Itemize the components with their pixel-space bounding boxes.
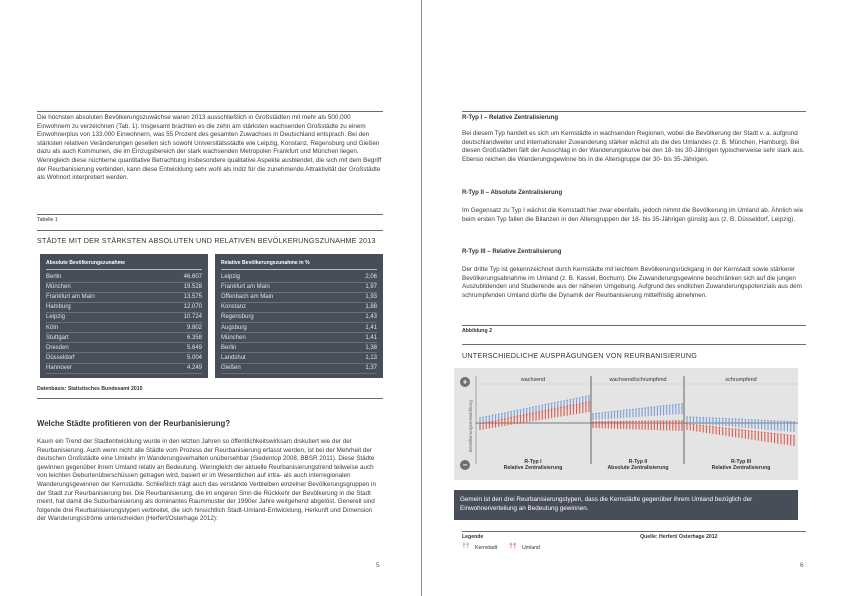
column-type-1: R-Typ I (524, 459, 542, 465)
umland-figure (666, 420, 668, 430)
table_relative-row (221, 335, 377, 343)
umland-figure (774, 433, 776, 443)
umland-figure (741, 429, 743, 438)
umland-figure (623, 421, 625, 429)
umland-figure (709, 426, 711, 434)
table_absolute-row (46, 314, 202, 322)
kernstadt-figure (678, 403, 680, 414)
kernstadt-figure (767, 420, 769, 430)
table_relative-value: 1,41 (365, 334, 377, 341)
table_relative-city: Frankfurt am Main (221, 284, 270, 291)
umland-figure (635, 421, 637, 430)
table_absolute-city: Hannover (46, 364, 73, 371)
umland-figure (748, 430, 750, 439)
umland-figure (689, 423, 691, 430)
umland-figure (604, 421, 606, 428)
summary-banner: Gemein ist den drei Reurbanisierungstypen, dass die Kernstädte gegenüber ihrem Umland bezüglich der Einwohnerverteilung an Bedeutung gewinnen. (454, 490, 798, 520)
umland-figure (551, 409, 553, 419)
umland-figure (526, 414, 528, 423)
type1-text: Bei diesem Typ handelt es sich um Kernstädte in wachsenden Regionen, wobei die Bevölkerung der Stadt v. a. aufgrund deutschlandweiter und internationaler Zuwanderung stärker wächst als die des Umlandes (z. B. München, Hamburg). Bei diesen Großstädten fällt der Ausschlag in der Wanderungskurve bei den 18- bis 30-Jährigen typischerweise sehr stark aus. Ebenso reichen die Wanderungsgewinne bis in die Altersgruppe der 30- bis 35-Jährigen. (462, 130, 805, 163)
table_absolute-value: 5.004 (186, 354, 202, 361)
people-figures (479, 395, 795, 446)
kernstadt-figure (598, 412, 600, 419)
table_absolute-city: Leipzig (46, 314, 66, 321)
type2-text: Im Gegensatz zu Typ I wächst die Kernstadt hier zwar ebenfalls, jedoch nimmt die Bevölkerung im Umland ab. Ähnlich wie beim ersten Typ fallen die Bilanzen in den Altersgruppen der 18- bis 35-Jährigen günstig aus (z. B. Düsseldorf, Leipzig). (462, 207, 804, 223)
umland-figure (653, 420, 655, 430)
umland-figure (712, 426, 714, 434)
table_relative-city: Leipzig (221, 274, 241, 280)
minus-symbol: − (462, 460, 468, 470)
table_absolute-value: 12.070 (183, 304, 202, 311)
column-header-1: wachsend (520, 377, 546, 383)
table_absolute-row (46, 355, 202, 363)
umland-figure (492, 421, 494, 428)
kernstadt-figure (787, 421, 789, 432)
kernstadt-figure (626, 409, 628, 417)
umland-figure (545, 410, 547, 419)
row-divider (221, 363, 377, 364)
umland-figure (573, 404, 575, 414)
kernstadt-figure (629, 409, 631, 418)
kernstadt-figure (601, 412, 603, 419)
kernstadt-figure (592, 413, 594, 420)
umland-figure (715, 426, 717, 434)
kernstadt-figure (725, 418, 727, 426)
table_absolute-city: Stuttgart (46, 334, 69, 341)
umland-figure (706, 425, 708, 433)
umland-figure (678, 420, 680, 431)
kernstadt-figure (681, 403, 683, 414)
umland-figure (764, 432, 766, 442)
table_absolute-city: Köln (46, 324, 59, 331)
umland-figure (614, 421, 616, 429)
kernstadt-figure (647, 407, 649, 416)
kernstadt-figure (617, 410, 619, 418)
kernstadt-legend-icon: †† (462, 543, 470, 550)
table_absolute-value: 5.649 (186, 344, 202, 351)
row-divider (221, 292, 377, 293)
table-relative-header: Relative Bevölkerungszunahme in % (221, 260, 310, 266)
umland-figure (735, 429, 737, 438)
umland-figure (644, 421, 646, 430)
row-divider (221, 322, 377, 323)
type3-text: Der dritte Typ ist gekennzeichnet durch Kernstädte mit leichtem Bevölkerungsrückgang in der Kernstadt sowie stärkerer Bevölkerungsabnahme im Umland (z. B. Kassel, Bochum). Die Zuwanderungsgewinne beschränken sich auf die jungen Auszubildenden und Studierende aus der näheren Umgebung. Aufgrund des endlichen Zuwanderungspotenzials aus dem schrumpfenden Umland dürfte die Dynamik der Reurbanisierung mittelfristig abnehmen. (462, 266, 802, 299)
kernstadt-figure (719, 418, 721, 426)
table_relative-row (221, 314, 377, 322)
intro-paragraph: Die höchsten absoluten Bevölkerungszuwächse waren 2013 ausschließlich in Großstädten mit mehr als 500.000 Einwohnern zu verzeichnen (Tab. 1). Insgesamt brachten es die zehn am stärksten wachsenden Großstädte zu einem Einwohnerplus von 133.000 Einwohnern, was 55 Prozent des gesamten Zuwachses in Deutschland entsprach. Bei den stärksten relativen Veränderungen gesellen sich sowohl Universitätsstädte wie Leipzig, Konstanz, Regensburg und Gießen dazu als auch Kommunen, die im Einzugsbereich der stark wachsenden Metropolen Frankfurt und München liegen. Wenngleich diese nüchterne quantitative Betrachtung insbesondere qualitative Aspekte ausblendet, die sich mit dem Begriff der Reurbanisierung verbinden, kann diese Entwicklung sehr wohl als Indiz für die zunehmende Attraktivität der Großstädte als Wohnort interpretiert werden. (37, 114, 382, 182)
umland-figure (751, 430, 753, 439)
umland-figure (523, 414, 525, 423)
table_absolute-row (46, 365, 202, 373)
table_relative-value: 1,41 (365, 324, 377, 331)
table_relative-city: Augsburg (221, 324, 247, 331)
table_relative-row (221, 294, 377, 302)
table_absolute-row (46, 335, 202, 343)
umland-figure (754, 431, 756, 440)
kernstadt-figure (728, 418, 730, 426)
table_relative-city: Gießen (221, 364, 241, 371)
kernstadt-figure (653, 406, 655, 416)
umland-figure (598, 421, 600, 428)
table_relative-row (221, 355, 377, 363)
kernstadt-figure (635, 408, 637, 417)
row-divider (46, 373, 202, 374)
kernstadt-figure (675, 404, 677, 415)
reurbanization-diagram (454, 368, 798, 480)
kernstadt-figure (595, 413, 597, 420)
kernstadt-figure (783, 421, 785, 432)
table_relative-row (221, 365, 377, 373)
figure-title-rule (462, 344, 806, 345)
table_relative-value: 2,06 (365, 274, 377, 280)
umland-figure (617, 421, 619, 429)
umland-figure (686, 423, 688, 430)
table_relative-value: 1,88 (365, 304, 377, 311)
umland-figure (554, 408, 556, 418)
table_absolute-value: 4.249 (186, 364, 202, 371)
figure-source: Quelle: Herfert/ Osterhage 2012 (640, 534, 718, 540)
kernstadt-figure (614, 411, 616, 419)
table_absolute-city: Berlin (46, 274, 62, 280)
umland-figure (585, 402, 587, 413)
kernstadt-figure (666, 405, 668, 415)
kernstadt-figure (686, 416, 688, 423)
umland-figure (744, 430, 746, 439)
kernstadt-figure (693, 416, 695, 423)
kernstadt-figure (764, 420, 766, 430)
kernstadt-figure (780, 420, 782, 430)
type2-heading: R-Typ II – Absolute Zentralisierung (462, 189, 563, 196)
page-number-right: 6 (800, 562, 804, 569)
table_absolute-city: Düsseldorf (46, 354, 75, 361)
figure-label: Abbildung 2 (462, 328, 492, 334)
umland-figure (607, 421, 609, 429)
umland-figure (560, 407, 562, 417)
table-label: Tabelle 1 (37, 217, 58, 223)
column-type-3: R-Typ III (730, 459, 752, 465)
umland-legend-icon: †† (509, 543, 517, 550)
legend-kernstadt-label: Kernstadt (475, 545, 498, 551)
table_relative-city: Regensburg (221, 314, 254, 321)
section-rule (37, 398, 383, 399)
type3-heading: R-Typ III – Relative Zentralisierung (462, 248, 562, 255)
kernstadt-figure (777, 420, 779, 430)
row-divider (46, 332, 202, 333)
umland-figure (557, 407, 559, 417)
table_absolute-value: 9.802 (186, 324, 202, 331)
figure-label-rule (462, 325, 806, 326)
umland-figure (793, 435, 795, 446)
kernstadt-figure (641, 408, 643, 417)
table_relative-row (221, 274, 377, 282)
table-header-rule (221, 269, 377, 270)
umland-figure (728, 428, 730, 436)
umland-figure (495, 420, 497, 427)
umland-figure (669, 420, 671, 430)
kernstadt-figure (623, 410, 625, 418)
table_relative-row (221, 284, 377, 292)
legend-umland-label: Umland (522, 545, 540, 551)
legend-rule (462, 531, 806, 532)
kernstadt-figure (650, 407, 652, 417)
umland-figure (783, 434, 785, 445)
umland-figure (777, 433, 779, 443)
umland-figure (657, 420, 659, 430)
umland-figure (576, 404, 578, 414)
table_absolute-row (46, 274, 202, 282)
umland-figure (569, 405, 571, 415)
table_relative-value: 1,13 (365, 354, 377, 361)
row-divider (221, 302, 377, 303)
umland-figure (761, 431, 763, 441)
column-type-2: R-Typ II (628, 459, 648, 465)
table_absolute-value: 46.607 (183, 274, 202, 280)
umland-figure (767, 432, 769, 442)
column-subtitle-3: Relative Zentralisierung (711, 465, 771, 471)
umland-figure (647, 420, 649, 429)
table_absolute-city: München (46, 284, 71, 291)
table_relative-row (221, 325, 377, 333)
umland-figure (702, 425, 704, 433)
kernstadt-figure (754, 419, 756, 428)
umland-figure (731, 428, 733, 437)
table_relative-value: 1,93 (365, 294, 377, 301)
umland-figure (693, 424, 695, 431)
section-paragraph: Kaum ein Trend der Stadtentwicklung wurde in den letzten Jahren so öffentlichkeitswirksam diskutiert wie der der Reurbanisierung. Auch wenn nicht alle Städte vom Prozess der Reurbanisierung erfasst werden, ist bei der Mehrheit der deutschen Großstädte eine Umkehr im Wanderungsverhalten unübersehbar (Siedentop 2008, BBSR 2011). Diese Städte gewinnen gegenüber ihrem Umland relativ an Bedeutung. Wenngleich der aktuelle Reurbanisierungstrend teilweise auch von leichten Geburtenüberschüssen getragen wird, basiert er im Wesentlichen auf intra- als auch interregionalen Wanderungsgewinnen der Kernstädte. Schließlich trägt auch das verstärkte Verbleiben einzelner Bevölkerungsgruppen in der Stadt zur Reurbanisierung bei. Die Reurbanisierung, die im engeren Sinn die Rückkehr der Bevölkerung in die Stadt meint, hat damit die Suburbanisierung als dominantes Raummuster der 1990er Jahre weitgehend abgelöst. Generell sind folgende drei Reurbanisierungstypen verbreitet, die sich hinsichtlich Stadt-Umland-Entwicklung, Herkunft und Dimension der Wanderungsströme unterscheiden (Herfert/Osterhage 2012): (37, 438, 376, 523)
umland-figure (675, 420, 677, 431)
table_absolute-value: 10.724 (183, 314, 202, 321)
umland-figure (672, 420, 674, 430)
table_absolute-city: Frankfurt am Main (46, 294, 95, 301)
row-divider (46, 342, 202, 343)
umland-figure (566, 406, 568, 416)
kernstadt-figure (663, 405, 665, 415)
kernstadt-figure (638, 408, 640, 417)
legend-label: Legende (462, 534, 484, 540)
umland-figure (563, 406, 565, 416)
table-title: STÄDTE MIT DER STÄRKSTEN ABSOLUTEN UND RELATIVEN BEVÖLKERUNGSZUNAHME 2013 (37, 236, 376, 245)
kernstadt-figure (541, 405, 543, 414)
umland-figure (719, 427, 721, 435)
umland-figure (725, 427, 727, 435)
kernstadt-figure (748, 419, 750, 428)
table_absolute-row (46, 345, 202, 353)
umland-figure (510, 417, 512, 425)
umland-figure (582, 402, 584, 413)
table_relative-city: Landshut (221, 354, 246, 361)
table-absolute (40, 254, 208, 378)
row-divider (46, 363, 202, 364)
row-divider (221, 332, 377, 333)
table-header-rule (46, 269, 202, 270)
table_relative-row (221, 304, 377, 312)
column-header-2: wachsend/schrumpfend (609, 377, 667, 383)
row-divider (221, 312, 377, 313)
table_relative-value: 1,43 (365, 314, 377, 321)
umland-figure (482, 422, 484, 429)
table_absolute-row (46, 325, 202, 333)
kernstadt-figure (774, 420, 776, 430)
row-divider (46, 322, 202, 323)
section-heading: Welche Städte profitieren von der Reurbanisierung? (37, 419, 231, 428)
umland-figure (479, 423, 481, 430)
umland-figure (501, 419, 503, 427)
row-divider (46, 352, 202, 353)
umland-figure (504, 418, 506, 426)
table_relative-city: München (221, 334, 246, 341)
umland-figure (485, 422, 487, 429)
diagram-axis-label: Bevölkerungsentwicklung (468, 400, 473, 452)
kernstadt-figure (669, 404, 671, 414)
kernstadt-figure (604, 412, 606, 419)
kernstadt-figure (712, 417, 714, 425)
umland-figure (595, 421, 597, 428)
row-divider (46, 302, 202, 303)
figure-title: UNTERSCHIEDLICHE AUSPRÄGUNGEN VON REURBANISIERUNG (462, 351, 698, 360)
umland-figure (696, 424, 698, 431)
umland-figure (601, 421, 603, 428)
umland-figure (538, 411, 540, 420)
kernstadt-figure (689, 416, 691, 423)
umland-figure (787, 434, 789, 445)
table_absolute-city: Dresden (46, 344, 69, 351)
kernstadt-figure (751, 419, 753, 428)
top-rule (37, 111, 383, 112)
kernstadt-figure (744, 419, 746, 428)
umland-figure (592, 421, 594, 428)
umland-figure (650, 420, 652, 430)
table-title-rule (37, 230, 383, 231)
kernstadt-figure (660, 406, 662, 416)
umland-figure (722, 427, 724, 435)
umland-figure (541, 411, 543, 420)
table_absolute-value: 6.358 (186, 334, 202, 341)
kernstadt-figure (706, 417, 708, 425)
column-subtitle-2: Absolute Zentralisierung (607, 465, 669, 471)
umland-figure (780, 434, 782, 444)
row-divider (46, 292, 202, 293)
column-header-3: schrumpfend (725, 377, 757, 383)
umland-figure (641, 421, 643, 430)
umland-figure (548, 409, 550, 418)
umland-figure (699, 425, 701, 432)
umland-figure (535, 412, 537, 421)
table_absolute-row (46, 294, 202, 302)
umland-figure (532, 412, 534, 421)
right-top-rule (462, 111, 806, 112)
left-page (0, 0, 421, 596)
umland-figure (738, 429, 740, 438)
kernstadt-figure (632, 409, 634, 418)
kernstadt-figure (761, 420, 763, 430)
row-divider (221, 342, 377, 343)
umland-figure (681, 420, 683, 431)
umland-figure (507, 417, 509, 425)
table_relative-value: 1,37 (365, 364, 377, 371)
umland-figure (790, 435, 792, 446)
kernstadt-figure (644, 407, 646, 416)
kernstadt-figure (709, 417, 711, 425)
table_relative-value: 1,97 (365, 284, 377, 291)
umland-figure (663, 420, 665, 430)
umland-figure (579, 403, 581, 414)
kernstadt-figure (715, 417, 717, 425)
row-divider (221, 373, 377, 374)
umland-figure (638, 421, 640, 430)
umland-figure (620, 421, 622, 429)
umland-figure (629, 421, 631, 430)
umland-figure (611, 421, 613, 429)
table_relative-city: Konstanz (221, 304, 247, 311)
kernstadt-figure (620, 410, 622, 418)
umland-figure (529, 413, 531, 422)
umland-figure (660, 420, 662, 430)
kernstadt-figure (731, 418, 733, 427)
kernstadt-figure (672, 404, 674, 414)
umland-figure (632, 421, 634, 430)
kernstadt-figure (611, 411, 613, 419)
kernstadt-figure (722, 418, 724, 426)
table_absolute-row (46, 304, 202, 312)
column-subtitle-1: Relative Zentralisierung (503, 465, 563, 471)
umland-figure (488, 421, 490, 428)
umland-figure (516, 416, 518, 424)
table_absolute-value: 19.528 (183, 284, 202, 291)
kernstadt-figure (482, 416, 484, 423)
kernstadt-figure (757, 419, 759, 429)
table_absolute-value: 13.575 (183, 294, 202, 301)
table-absolute-header: Absolute Bevölkerungszunahme (46, 260, 125, 266)
umland-figure (757, 431, 759, 441)
plus-symbol: + (462, 377, 468, 387)
umland-figure (770, 433, 772, 443)
umland-figure (626, 421, 628, 429)
row-divider (46, 282, 202, 283)
table-relative (215, 254, 383, 378)
type1-heading: R-Typ I – Relative Zentralisierung (462, 114, 559, 121)
page-number-left: 5 (376, 562, 380, 569)
table-source: Datenbasis: Statistisches Bundesamt 2015 (37, 386, 143, 392)
kernstadt-figure (790, 421, 792, 432)
reurbanization-diagram-svg (454, 368, 798, 480)
table_relative-value: 1,38 (365, 344, 377, 351)
kernstadt-figure (770, 420, 772, 430)
kernstadt-figure (657, 406, 659, 416)
row-divider (46, 312, 202, 313)
umland-figure (520, 415, 522, 423)
table_absolute-row (46, 284, 202, 292)
table-label-rule (37, 214, 383, 215)
kernstadt-figure (607, 411, 609, 419)
table_absolute-city: Hamburg (46, 304, 71, 311)
table_relative-row (221, 345, 377, 353)
table_relative-city: Offenbach am Main (221, 294, 274, 301)
row-divider (221, 282, 377, 283)
table_relative-city: Berlin (221, 344, 237, 351)
umland-figure (588, 401, 590, 412)
row-divider (221, 352, 377, 353)
